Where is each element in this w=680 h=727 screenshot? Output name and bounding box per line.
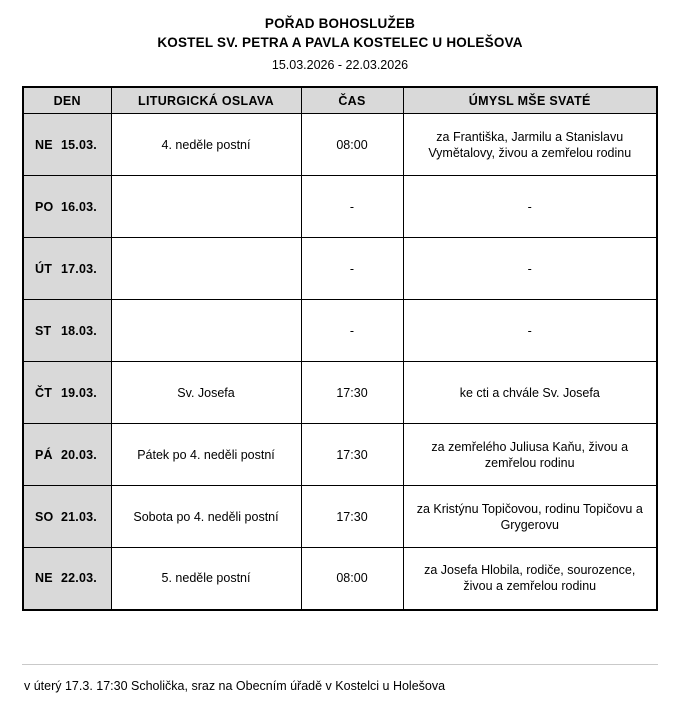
- table-row: [23, 548, 657, 610]
- day-date: 19.03.: [61, 385, 97, 400]
- footer-note: v úterý 17.3. 17:30 Scholička, sraz na Obecním úřadě v Kostelci u Holešova: [24, 679, 446, 693]
- document-title-line1: POŘAD BOHOSLUŽEB: [264, 16, 416, 31]
- cell-time: -: [301, 300, 403, 362]
- cell-intention: za Josefa Hlobila, rodiče, sourozence, živou a zemřelou rodinu: [403, 548, 657, 610]
- cell-day: [23, 362, 111, 424]
- day-of-week: ÚT: [35, 261, 53, 276]
- footer-note-section: [22, 664, 658, 695]
- cell-liturgy: 4. neděle postní: [111, 114, 301, 176]
- day-date: 18.03.: [61, 323, 97, 338]
- table-row: [23, 238, 657, 300]
- day-date: 20.03.: [61, 447, 97, 462]
- table-row: [23, 176, 657, 238]
- cell-intention: za Františka, Jarmilu a Stanislavu Vymětalovy, živou a zemřelou rodinu: [403, 114, 657, 176]
- cell-intention: -: [403, 300, 657, 362]
- cell-liturgy: [111, 238, 301, 300]
- cell-liturgy: Sobota po 4. neděli postní: [111, 486, 301, 548]
- cell-time: 17:30: [301, 424, 403, 486]
- table-row: [23, 362, 657, 424]
- day-of-week: NE: [35, 137, 53, 152]
- day-date: 22.03.: [61, 571, 97, 586]
- cell-time: 17:30: [301, 362, 403, 424]
- cell-intention: za zemřelého Juliusa Kaňu, živou a zemřelou rodinu: [403, 424, 657, 486]
- schedule-table: [22, 86, 658, 611]
- schedule-table-wrap: [22, 86, 658, 611]
- cell-liturgy: 5. neděle postní: [111, 548, 301, 610]
- cell-day: [23, 300, 111, 362]
- column-header-intention: ÚMYSL MŠE SVATÉ: [403, 87, 657, 114]
- cell-intention: -: [403, 238, 657, 300]
- date-range: 15.03.2026 - 22.03.2026: [271, 58, 409, 72]
- cell-time: -: [301, 238, 403, 300]
- cell-day: [23, 176, 111, 238]
- day-of-week: ST: [35, 323, 52, 338]
- day-of-week: ČT: [35, 385, 53, 400]
- table-row: [23, 424, 657, 486]
- cell-liturgy: Sv. Josefa: [111, 362, 301, 424]
- table-row: [23, 486, 657, 548]
- day-date: 16.03.: [61, 199, 97, 214]
- cell-liturgy: Pátek po 4. neděli postní: [111, 424, 301, 486]
- cell-time: 08:00: [301, 114, 403, 176]
- cell-day: [23, 424, 111, 486]
- day-date: 21.03.: [61, 509, 97, 524]
- column-header-time: ČAS: [301, 87, 403, 114]
- cell-day: [23, 114, 111, 176]
- day-of-week: NE: [35, 571, 53, 586]
- document-header: [0, 0, 680, 75]
- day-of-week: PO: [35, 199, 54, 214]
- column-header-day: DEN: [23, 87, 111, 114]
- cell-time: 08:00: [301, 548, 403, 610]
- cell-time: -: [301, 176, 403, 238]
- day-of-week: PÁ: [35, 447, 53, 462]
- cell-day: [23, 548, 111, 610]
- document-title-line2: KOSTEL SV. PETRA A PAVLA KOSTELEC U HOLEŠOVA: [157, 35, 523, 50]
- day-date: 15.03.: [61, 137, 97, 152]
- cell-intention: ke cti a chvále Sv. Josefa: [403, 362, 657, 424]
- cell-time: 17:30: [301, 486, 403, 548]
- table-row: [23, 300, 657, 362]
- table-header-row: [23, 87, 657, 114]
- day-date: 17.03.: [61, 261, 97, 276]
- cell-liturgy: [111, 300, 301, 362]
- cell-intention: za Kristýnu Topičovou, rodinu Topičovu a Grygerovu: [403, 486, 657, 548]
- column-header-liturgy: LITURGICKÁ OSLAVA: [111, 87, 301, 114]
- day-of-week: SO: [35, 509, 54, 524]
- cell-day: [23, 486, 111, 548]
- table-row: [23, 114, 657, 176]
- cell-intention: -: [403, 176, 657, 238]
- cell-liturgy: [111, 176, 301, 238]
- cell-day: [23, 238, 111, 300]
